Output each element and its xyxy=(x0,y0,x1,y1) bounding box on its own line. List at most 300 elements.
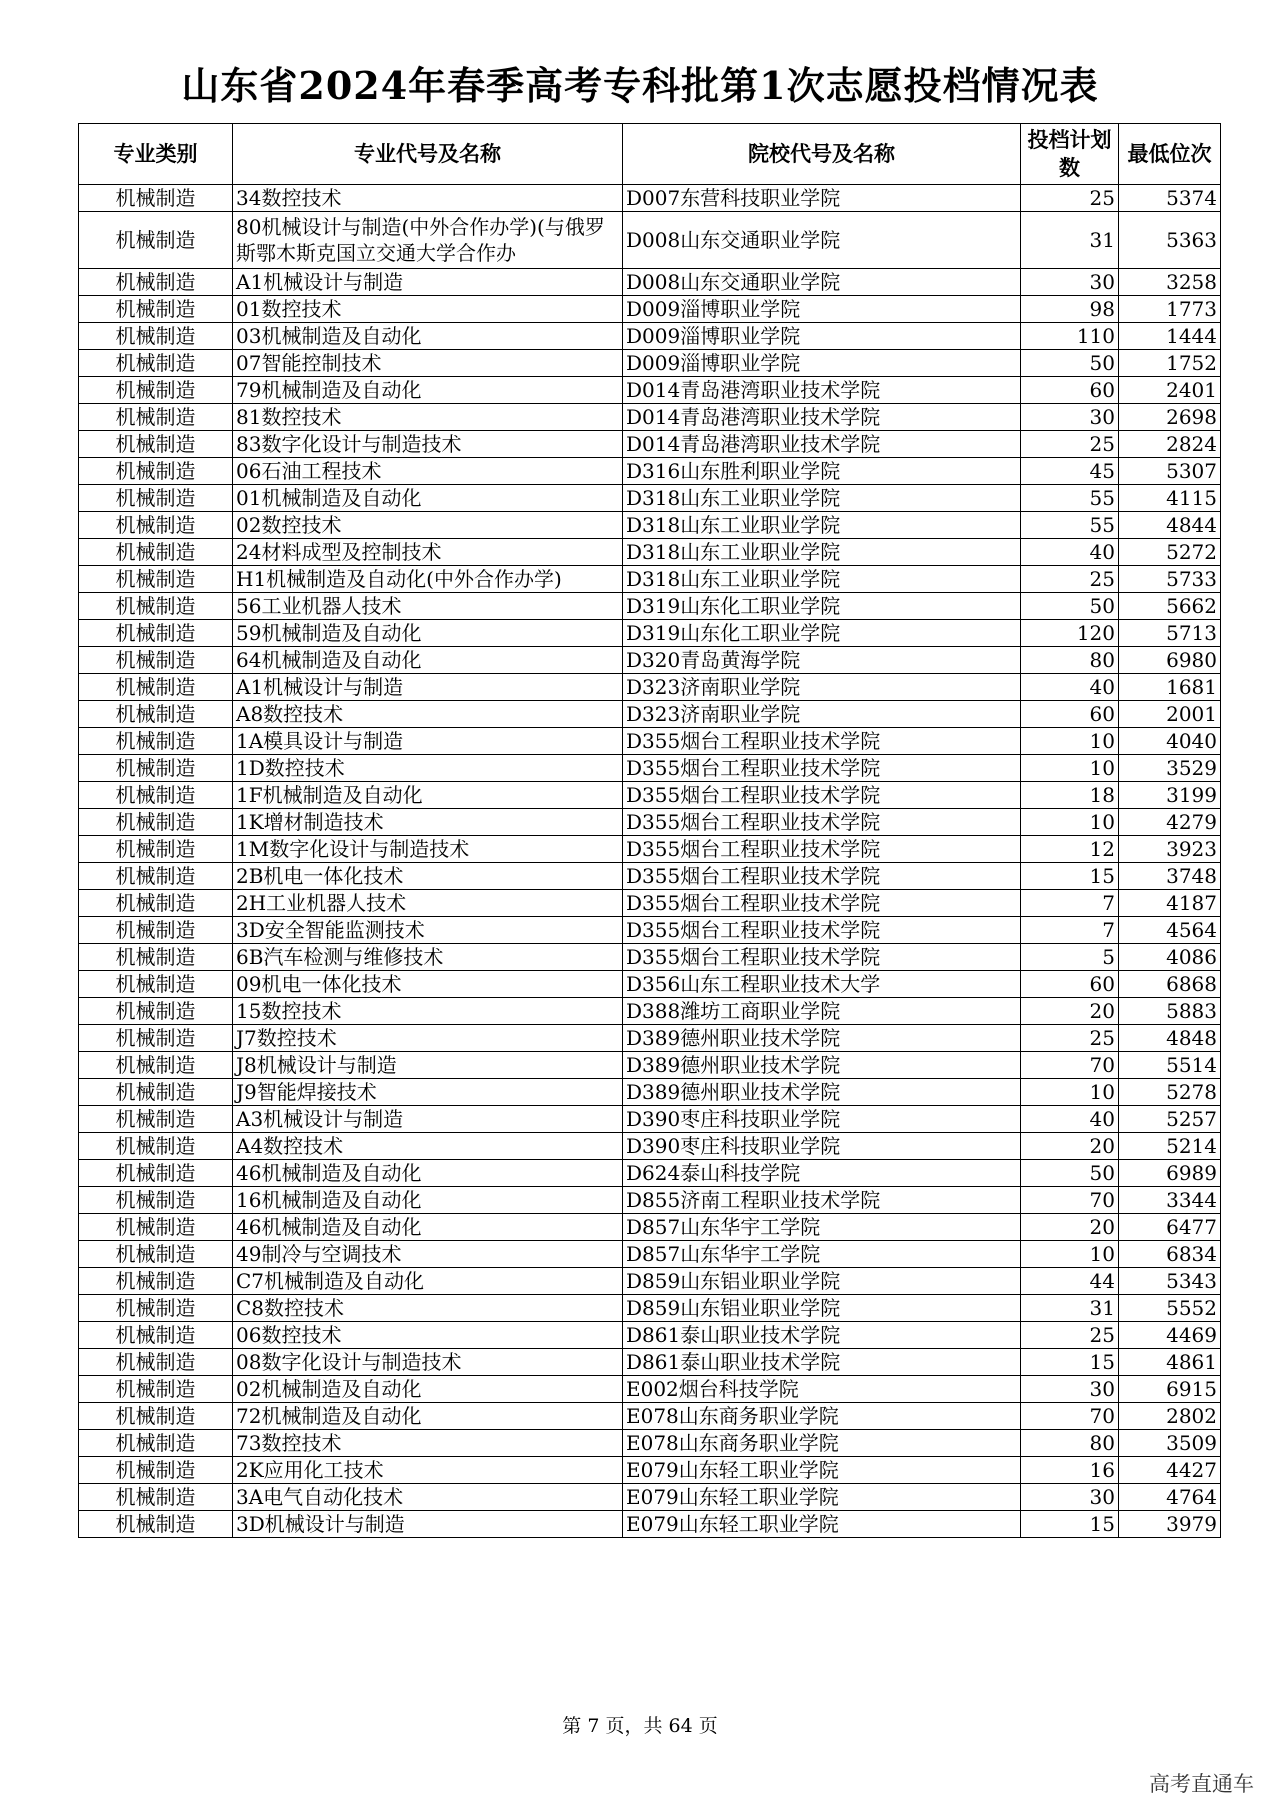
cell-min-rank: 6980 xyxy=(1119,647,1221,674)
cell-plan-count: 60 xyxy=(1021,971,1119,998)
cell-min-rank: 5272 xyxy=(1119,539,1221,566)
cell-major: 2H工业机器人技术 xyxy=(233,890,623,917)
cell-school: D389德州职业技术学院 xyxy=(623,1052,1021,1079)
cell-plan-count: 10 xyxy=(1021,728,1119,755)
cell-min-rank: 6915 xyxy=(1119,1376,1221,1403)
cell-plan-count: 40 xyxy=(1021,674,1119,701)
cell-school: D861泰山职业技术学院 xyxy=(623,1349,1021,1376)
cell-school: D355烟台工程职业技术学院 xyxy=(623,809,1021,836)
cell-min-rank: 3509 xyxy=(1119,1430,1221,1457)
cell-major: H1机械制造及自动化(中外合作办学) xyxy=(233,566,623,593)
cell-major: 46机械制造及自动化 xyxy=(233,1214,623,1241)
table-row xyxy=(79,917,1221,944)
header-major: 专业代号及名称 xyxy=(233,124,623,185)
cell-major: 1F机械制造及自动化 xyxy=(233,782,623,809)
cell-category: 机械制造 xyxy=(79,1457,233,1484)
cell-plan-count: 30 xyxy=(1021,404,1119,431)
table-row xyxy=(79,1160,1221,1187)
cell-school: D355烟台工程职业技术学院 xyxy=(623,863,1021,890)
table-row xyxy=(79,755,1221,782)
cell-plan-count: 10 xyxy=(1021,755,1119,782)
cell-plan-count: 10 xyxy=(1021,1241,1119,1268)
cell-plan-count: 25 xyxy=(1021,1322,1119,1349)
cell-major: 72机械制造及自动化 xyxy=(233,1403,623,1430)
cell-plan-count: 7 xyxy=(1021,917,1119,944)
cell-category: 机械制造 xyxy=(79,1322,233,1349)
table-row xyxy=(79,593,1221,620)
cell-category: 机械制造 xyxy=(79,1106,233,1133)
table-row xyxy=(79,1295,1221,1322)
cell-category: 机械制造 xyxy=(79,512,233,539)
header-category: 专业类别 xyxy=(79,124,233,185)
cell-min-rank: 3748 xyxy=(1119,863,1221,890)
cell-min-rank: 2001 xyxy=(1119,701,1221,728)
cell-major: A4数控技术 xyxy=(233,1133,623,1160)
page-title: 山东省2024年春季高考专科批第1次志愿投档情况表 xyxy=(181,63,1099,108)
cell-category: 机械制造 xyxy=(79,728,233,755)
cell-plan-count: 55 xyxy=(1021,512,1119,539)
cell-min-rank: 1773 xyxy=(1119,296,1221,323)
cell-category: 机械制造 xyxy=(79,185,233,212)
cell-school: D009淄博职业学院 xyxy=(623,350,1021,377)
cell-min-rank: 4564 xyxy=(1119,917,1221,944)
cell-category: 机械制造 xyxy=(79,1052,233,1079)
table-row xyxy=(79,1322,1221,1349)
table-row xyxy=(79,1349,1221,1376)
table-row xyxy=(79,431,1221,458)
cell-major: 56工业机器人技术 xyxy=(233,593,623,620)
table-row xyxy=(79,1511,1221,1538)
table-row xyxy=(79,701,1221,728)
cell-major: 1M数字化设计与制造技术 xyxy=(233,836,623,863)
cell-plan-count: 7 xyxy=(1021,890,1119,917)
cell-min-rank: 1681 xyxy=(1119,674,1221,701)
cell-category: 机械制造 xyxy=(79,620,233,647)
cell-major: 02机械制造及自动化 xyxy=(233,1376,623,1403)
cell-plan-count: 40 xyxy=(1021,1106,1119,1133)
cell-min-rank: 2401 xyxy=(1119,377,1221,404)
cell-min-rank: 5374 xyxy=(1119,185,1221,212)
cell-major: 3A电气自动化技术 xyxy=(233,1484,623,1511)
cell-school: D356山东工程职业技术大学 xyxy=(623,971,1021,998)
cell-major: 1K增材制造技术 xyxy=(233,809,623,836)
cell-category: 机械制造 xyxy=(79,836,233,863)
cell-school: D355烟台工程职业技术学院 xyxy=(623,782,1021,809)
cell-school: D390枣庄科技职业学院 xyxy=(623,1106,1021,1133)
table-row xyxy=(79,863,1221,890)
cell-plan-count: 15 xyxy=(1021,863,1119,890)
cell-category: 机械制造 xyxy=(79,944,233,971)
cell-plan-count: 50 xyxy=(1021,350,1119,377)
table-row xyxy=(79,1430,1221,1457)
cell-category: 机械制造 xyxy=(79,647,233,674)
cell-category: 机械制造 xyxy=(79,539,233,566)
cell-school: D014青岛港湾职业技术学院 xyxy=(623,404,1021,431)
table-row xyxy=(79,809,1221,836)
table-row xyxy=(79,1079,1221,1106)
cell-school: D389德州职业技术学院 xyxy=(623,1025,1021,1052)
cell-school: D319山东化工职业学院 xyxy=(623,620,1021,647)
cell-plan-count: 16 xyxy=(1021,1457,1119,1484)
cell-major: 34数控技术 xyxy=(233,185,623,212)
table-header-row xyxy=(79,124,1221,185)
cell-major: 1D数控技术 xyxy=(233,755,623,782)
cell-major: 24材料成型及控制技术 xyxy=(233,539,623,566)
cell-min-rank: 4086 xyxy=(1119,944,1221,971)
table-row xyxy=(79,971,1221,998)
cell-category: 机械制造 xyxy=(79,377,233,404)
cell-min-rank: 4427 xyxy=(1119,1457,1221,1484)
header-min-rank: 最低位次 xyxy=(1119,124,1221,185)
cell-category: 机械制造 xyxy=(79,431,233,458)
table-row xyxy=(79,1106,1221,1133)
cell-plan-count: 45 xyxy=(1021,458,1119,485)
cell-plan-count: 110 xyxy=(1021,323,1119,350)
cell-school: E078山东商务职业学院 xyxy=(623,1403,1021,1430)
cell-min-rank: 3258 xyxy=(1119,269,1221,296)
cell-plan-count: 5 xyxy=(1021,944,1119,971)
cell-major: C8数控技术 xyxy=(233,1295,623,1322)
cell-major: 08数字化设计与制造技术 xyxy=(233,1349,623,1376)
cell-category: 机械制造 xyxy=(79,971,233,998)
cell-min-rank: 3923 xyxy=(1119,836,1221,863)
cell-min-rank: 4187 xyxy=(1119,890,1221,917)
table-row xyxy=(79,185,1221,212)
table-row xyxy=(79,404,1221,431)
cell-major: 64机械制造及自动化 xyxy=(233,647,623,674)
cell-school: D319山东化工职业学院 xyxy=(623,593,1021,620)
table-row xyxy=(79,944,1221,971)
cell-school: D390枣庄科技职业学院 xyxy=(623,1133,1021,1160)
cell-min-rank: 6834 xyxy=(1119,1241,1221,1268)
cell-plan-count: 80 xyxy=(1021,647,1119,674)
table-row xyxy=(79,485,1221,512)
cell-category: 机械制造 xyxy=(79,674,233,701)
cell-school: D355烟台工程职业技术学院 xyxy=(623,890,1021,917)
cell-school: E002烟台科技学院 xyxy=(623,1376,1021,1403)
cell-plan-count: 20 xyxy=(1021,1214,1119,1241)
table-row xyxy=(79,1133,1221,1160)
cell-category: 机械制造 xyxy=(79,1295,233,1322)
cell-plan-count: 30 xyxy=(1021,1484,1119,1511)
cell-min-rank: 5514 xyxy=(1119,1052,1221,1079)
cell-min-rank: 2802 xyxy=(1119,1403,1221,1430)
admission-table xyxy=(78,123,1221,1538)
cell-min-rank: 5552 xyxy=(1119,1295,1221,1322)
cell-plan-count: 15 xyxy=(1021,1511,1119,1538)
cell-school: E079山东轻工职业学院 xyxy=(623,1511,1021,1538)
table-row xyxy=(79,647,1221,674)
cell-school: D859山东铝业职业学院 xyxy=(623,1295,1021,1322)
cell-major: 79机械制造及自动化 xyxy=(233,377,623,404)
cell-major: 06石油工程技术 xyxy=(233,458,623,485)
table-row xyxy=(79,296,1221,323)
cell-category: 机械制造 xyxy=(79,566,233,593)
cell-major: 83数字化设计与制造技术 xyxy=(233,431,623,458)
cell-category: 机械制造 xyxy=(79,701,233,728)
cell-min-rank: 4115 xyxy=(1119,485,1221,512)
cell-category: 机械制造 xyxy=(79,1133,233,1160)
cell-category: 机械制造 xyxy=(79,212,233,269)
cell-min-rank: 5363 xyxy=(1119,212,1221,269)
cell-school: D323济南职业学院 xyxy=(623,674,1021,701)
table-row xyxy=(79,1052,1221,1079)
cell-school: D014青岛港湾职业技术学院 xyxy=(623,431,1021,458)
cell-min-rank: 4861 xyxy=(1119,1349,1221,1376)
table-row xyxy=(79,1241,1221,1268)
cell-min-rank: 5713 xyxy=(1119,620,1221,647)
cell-category: 机械制造 xyxy=(79,1484,233,1511)
cell-school: D355烟台工程职业技术学院 xyxy=(623,944,1021,971)
cell-major: 06数控技术 xyxy=(233,1322,623,1349)
cell-school: D008山东交通职业学院 xyxy=(623,212,1021,269)
cell-school: D355烟台工程职业技术学院 xyxy=(623,836,1021,863)
cell-category: 机械制造 xyxy=(79,1214,233,1241)
table-body xyxy=(79,185,1221,1538)
cell-school: D009淄博职业学院 xyxy=(623,296,1021,323)
cell-category: 机械制造 xyxy=(79,1187,233,1214)
cell-plan-count: 50 xyxy=(1021,593,1119,620)
table-row xyxy=(79,1268,1221,1295)
cell-category: 机械制造 xyxy=(79,998,233,1025)
cell-category: 机械制造 xyxy=(79,485,233,512)
cell-category: 机械制造 xyxy=(79,593,233,620)
cell-major: 1A模具设计与制造 xyxy=(233,728,623,755)
cell-category: 机械制造 xyxy=(79,296,233,323)
cell-plan-count: 25 xyxy=(1021,566,1119,593)
cell-plan-count: 10 xyxy=(1021,809,1119,836)
cell-major: 2B机电一体化技术 xyxy=(233,863,623,890)
cell-min-rank: 5883 xyxy=(1119,998,1221,1025)
cell-major: 16机械制造及自动化 xyxy=(233,1187,623,1214)
cell-plan-count: 70 xyxy=(1021,1187,1119,1214)
cell-major: 3D机械设计与制造 xyxy=(233,1511,623,1538)
table-row xyxy=(79,269,1221,296)
cell-category: 机械制造 xyxy=(79,1268,233,1295)
cell-category: 机械制造 xyxy=(79,755,233,782)
cell-min-rank: 2824 xyxy=(1119,431,1221,458)
cell-school: D388潍坊工商职业学院 xyxy=(623,998,1021,1025)
cell-plan-count: 10 xyxy=(1021,1079,1119,1106)
cell-plan-count: 60 xyxy=(1021,377,1119,404)
cell-category: 机械制造 xyxy=(79,863,233,890)
cell-plan-count: 70 xyxy=(1021,1403,1119,1430)
cell-category: 机械制造 xyxy=(79,350,233,377)
cell-plan-count: 44 xyxy=(1021,1268,1119,1295)
table-row xyxy=(79,512,1221,539)
cell-plan-count: 15 xyxy=(1021,1349,1119,1376)
cell-major: A8数控技术 xyxy=(233,701,623,728)
cell-min-rank: 6868 xyxy=(1119,971,1221,998)
cell-category: 机械制造 xyxy=(79,458,233,485)
cell-major: 03机械制造及自动化 xyxy=(233,323,623,350)
cell-plan-count: 25 xyxy=(1021,431,1119,458)
table-row xyxy=(79,350,1221,377)
table-row xyxy=(79,377,1221,404)
cell-school: D355烟台工程职业技术学院 xyxy=(623,728,1021,755)
cell-min-rank: 3199 xyxy=(1119,782,1221,809)
cell-min-rank: 4279 xyxy=(1119,809,1221,836)
cell-category: 机械制造 xyxy=(79,890,233,917)
cell-category: 机械制造 xyxy=(79,917,233,944)
cell-min-rank: 4040 xyxy=(1119,728,1221,755)
watermark-text: 高考直通车 xyxy=(1149,1772,1254,1796)
cell-major: C7机械制造及自动化 xyxy=(233,1268,623,1295)
cell-school: D318山东工业职业学院 xyxy=(623,512,1021,539)
cell-major: J7数控技术 xyxy=(233,1025,623,1052)
page-footer: 第 7 页，共 64 页 xyxy=(562,1715,718,1737)
cell-major: 73数控技术 xyxy=(233,1430,623,1457)
cell-category: 机械制造 xyxy=(79,1079,233,1106)
cell-plan-count: 30 xyxy=(1021,269,1119,296)
table-row xyxy=(79,458,1221,485)
cell-min-rank: 5662 xyxy=(1119,593,1221,620)
cell-major: 80机械设计与制造(中外合作办学)(与俄罗斯鄂木斯克国立交通大学合作办 xyxy=(233,212,623,269)
cell-school: D389德州职业技术学院 xyxy=(623,1079,1021,1106)
cell-school: D323济南职业学院 xyxy=(623,701,1021,728)
cell-plan-count: 40 xyxy=(1021,539,1119,566)
cell-plan-count: 70 xyxy=(1021,1052,1119,1079)
cell-school: D624泰山科技学院 xyxy=(623,1160,1021,1187)
cell-school: D318山东工业职业学院 xyxy=(623,485,1021,512)
cell-major: 49制冷与空调技术 xyxy=(233,1241,623,1268)
table-row xyxy=(79,890,1221,917)
cell-school: E078山东商务职业学院 xyxy=(623,1430,1021,1457)
cell-major: J9智能焊接技术 xyxy=(233,1079,623,1106)
cell-major: 07智能控制技术 xyxy=(233,350,623,377)
cell-category: 机械制造 xyxy=(79,1160,233,1187)
cell-min-rank: 6989 xyxy=(1119,1160,1221,1187)
cell-major: A3机械设计与制造 xyxy=(233,1106,623,1133)
table-row xyxy=(79,836,1221,863)
cell-major: 2K应用化工技术 xyxy=(233,1457,623,1484)
cell-major: A1机械设计与制造 xyxy=(233,674,623,701)
cell-school: E079山东轻工职业学院 xyxy=(623,1484,1021,1511)
cell-min-rank: 4469 xyxy=(1119,1322,1221,1349)
cell-school: D859山东铝业职业学院 xyxy=(623,1268,1021,1295)
table-row xyxy=(79,674,1221,701)
cell-category: 机械制造 xyxy=(79,809,233,836)
cell-min-rank: 3979 xyxy=(1119,1511,1221,1538)
cell-school: D007东营科技职业学院 xyxy=(623,185,1021,212)
cell-min-rank: 5307 xyxy=(1119,458,1221,485)
cell-school: D857山东华宇工学院 xyxy=(623,1241,1021,1268)
cell-category: 机械制造 xyxy=(79,1511,233,1538)
cell-plan-count: 98 xyxy=(1021,296,1119,323)
cell-plan-count: 50 xyxy=(1021,1160,1119,1187)
table-row xyxy=(79,1187,1221,1214)
cell-category: 机械制造 xyxy=(79,1025,233,1052)
cell-school: D008山东交通职业学院 xyxy=(623,269,1021,296)
cell-min-rank: 4764 xyxy=(1119,1484,1221,1511)
cell-major: 15数控技术 xyxy=(233,998,623,1025)
table-row xyxy=(79,323,1221,350)
cell-min-rank: 5278 xyxy=(1119,1079,1221,1106)
cell-major: 01数控技术 xyxy=(233,296,623,323)
cell-school: D318山东工业职业学院 xyxy=(623,539,1021,566)
cell-min-rank: 3344 xyxy=(1119,1187,1221,1214)
cell-min-rank: 1752 xyxy=(1119,350,1221,377)
cell-school: D014青岛港湾职业技术学院 xyxy=(623,377,1021,404)
cell-category: 机械制造 xyxy=(79,1430,233,1457)
cell-plan-count: 55 xyxy=(1021,485,1119,512)
cell-category: 机械制造 xyxy=(79,269,233,296)
table-row xyxy=(79,1484,1221,1511)
header-plan-count: 投档计划数 xyxy=(1021,124,1119,185)
cell-plan-count: 120 xyxy=(1021,620,1119,647)
cell-min-rank: 5733 xyxy=(1119,566,1221,593)
cell-plan-count: 80 xyxy=(1021,1430,1119,1457)
table-row xyxy=(79,1403,1221,1430)
cell-plan-count: 18 xyxy=(1021,782,1119,809)
table-row xyxy=(79,728,1221,755)
cell-min-rank: 2698 xyxy=(1119,404,1221,431)
cell-plan-count: 31 xyxy=(1021,212,1119,269)
cell-plan-count: 20 xyxy=(1021,1133,1119,1160)
cell-school: D355烟台工程职业技术学院 xyxy=(623,755,1021,782)
cell-major: J8机械设计与制造 xyxy=(233,1052,623,1079)
cell-school: D355烟台工程职业技术学院 xyxy=(623,917,1021,944)
cell-min-rank: 1444 xyxy=(1119,323,1221,350)
cell-plan-count: 60 xyxy=(1021,701,1119,728)
table-row xyxy=(79,1214,1221,1241)
cell-major: 6B汽车检测与维修技术 xyxy=(233,944,623,971)
table-row xyxy=(79,998,1221,1025)
cell-category: 机械制造 xyxy=(79,1376,233,1403)
cell-major: 81数控技术 xyxy=(233,404,623,431)
cell-major: 01机械制造及自动化 xyxy=(233,485,623,512)
cell-min-rank: 5214 xyxy=(1119,1133,1221,1160)
cell-plan-count: 30 xyxy=(1021,1376,1119,1403)
cell-plan-count: 12 xyxy=(1021,836,1119,863)
cell-min-rank: 6477 xyxy=(1119,1214,1221,1241)
cell-school: D861泰山职业技术学院 xyxy=(623,1322,1021,1349)
cell-min-rank: 5257 xyxy=(1119,1106,1221,1133)
cell-major: 46机械制造及自动化 xyxy=(233,1160,623,1187)
cell-school: D320青岛黄海学院 xyxy=(623,647,1021,674)
cell-min-rank: 4848 xyxy=(1119,1025,1221,1052)
cell-category: 机械制造 xyxy=(79,404,233,431)
cell-category: 机械制造 xyxy=(79,1349,233,1376)
cell-school: D857山东华宇工学院 xyxy=(623,1214,1021,1241)
table-row xyxy=(79,212,1221,269)
table-row xyxy=(79,620,1221,647)
cell-major: 59机械制造及自动化 xyxy=(233,620,623,647)
cell-school: D855济南工程职业技术学院 xyxy=(623,1187,1021,1214)
cell-plan-count: 31 xyxy=(1021,1295,1119,1322)
cell-major: A1机械设计与制造 xyxy=(233,269,623,296)
cell-school: D318山东工业职业学院 xyxy=(623,566,1021,593)
table-row xyxy=(79,566,1221,593)
cell-plan-count: 25 xyxy=(1021,185,1119,212)
cell-plan-count: 25 xyxy=(1021,1025,1119,1052)
cell-category: 机械制造 xyxy=(79,782,233,809)
cell-min-rank: 3529 xyxy=(1119,755,1221,782)
table-row xyxy=(79,539,1221,566)
cell-school: D316山东胜利职业学院 xyxy=(623,458,1021,485)
cell-min-rank: 4844 xyxy=(1119,512,1221,539)
header-school: 院校代号及名称 xyxy=(623,124,1021,185)
cell-major: 3D安全智能监测技术 xyxy=(233,917,623,944)
table-row xyxy=(79,1376,1221,1403)
cell-school: E079山东轻工职业学院 xyxy=(623,1457,1021,1484)
table-row xyxy=(79,1457,1221,1484)
cell-min-rank: 5343 xyxy=(1119,1268,1221,1295)
cell-category: 机械制造 xyxy=(79,1403,233,1430)
table-row xyxy=(79,782,1221,809)
cell-category: 机械制造 xyxy=(79,323,233,350)
cell-category: 机械制造 xyxy=(79,1241,233,1268)
